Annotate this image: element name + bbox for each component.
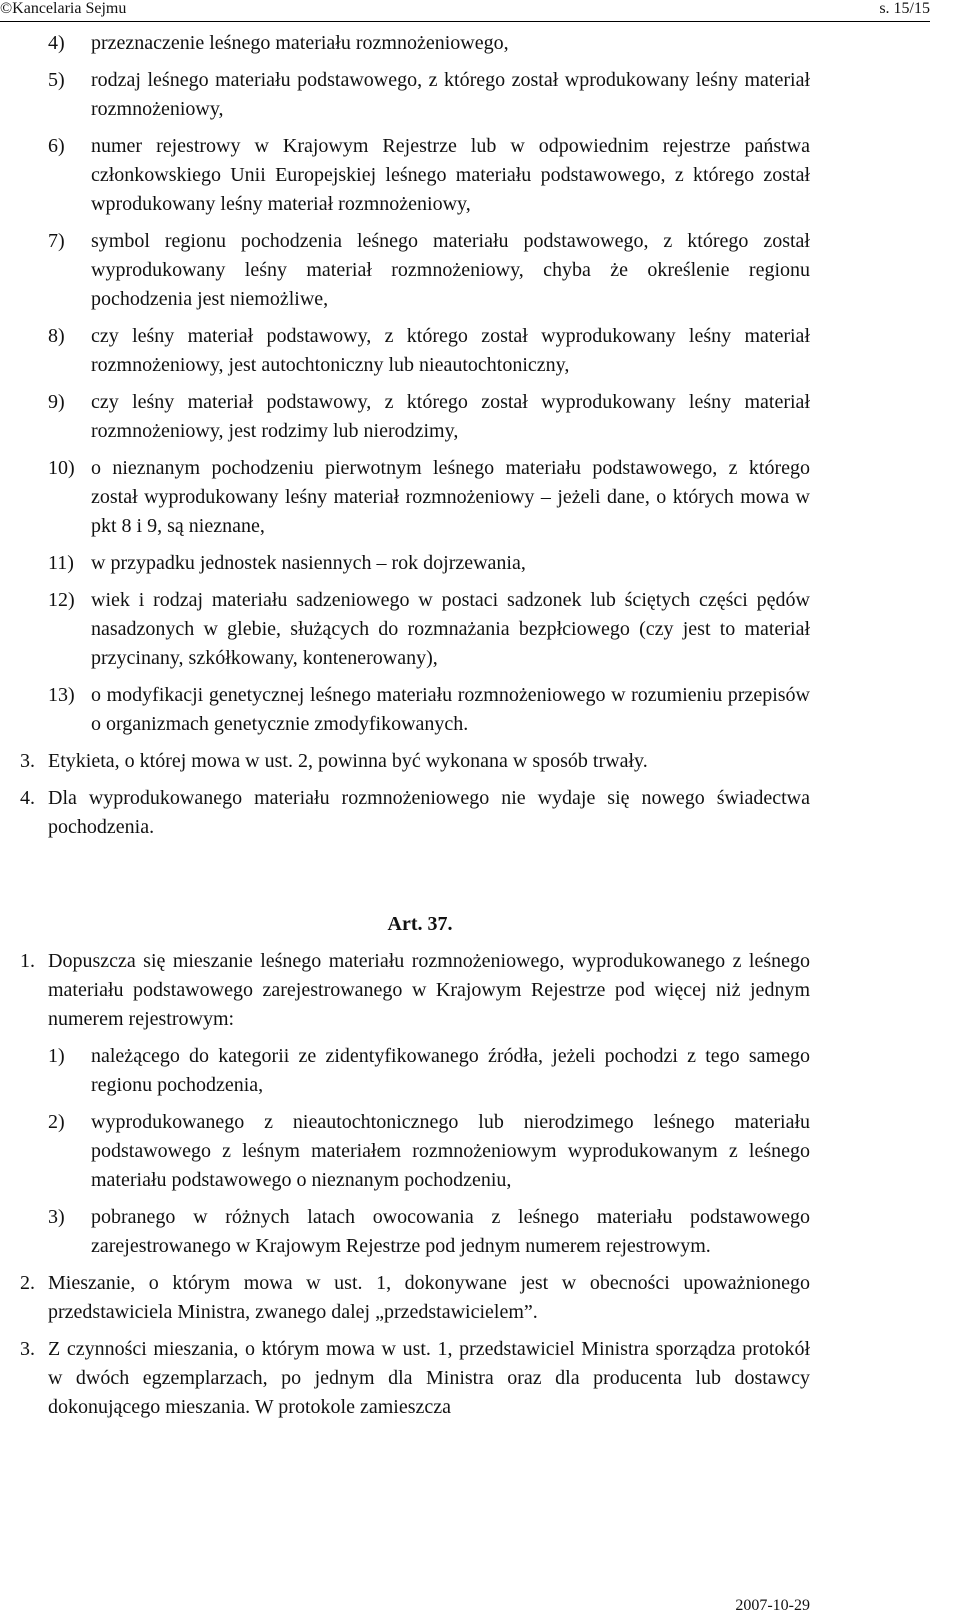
paragraph-text: Z czynności mieszania, o którym mowa w ust. 1, przedstawiciel Ministra sporządza protokół w dwóch egzemplarzach, po jednym dla Ministra oraz dla producenta lub dostawcy dokonującego mieszania. W protokole zamieszcza [48, 1338, 810, 1418]
list-item [48, 227, 810, 314]
item-text: czy leśny materiał podstawowy, z którego został wyprodukowany leśny materiał rozmnożeniowy, jest rodzimy lub nierodzimy, [91, 391, 810, 442]
item-text: przeznaczenie leśnego materiału rozmnożeniowego, [91, 32, 509, 54]
paragraph-number: 2. [20, 1272, 35, 1294]
item-number: 4) [48, 32, 65, 54]
paragraph-text: Mieszanie, o którym mowa w ust. 1, dokonywane jest w obecności upoważnionego przedstawiciela Ministra, zwanego dalej „przedstawicielem”. [48, 1272, 810, 1323]
item-text: rodzaj leśnego materiału podstawowego, z którego został wprodukowany leśny materiał rozmnożeniowy, [91, 69, 810, 120]
item-number: 8) [48, 325, 65, 347]
list-item [48, 549, 810, 578]
item-number: 5) [48, 69, 65, 91]
item-number: 2) [48, 1111, 65, 1133]
item-text: w przypadku jednostek nasiennych – rok dojrzewania, [91, 552, 526, 574]
list-item [48, 132, 810, 219]
list-item [48, 1042, 810, 1100]
list-item [48, 388, 810, 446]
paragraph-text: Etykieta, o której mowa w ust. 2, powinna być wykonana w sposób trwały. [48, 750, 648, 772]
item-text: wiek i rodzaj materiału sadzeniowego w postaci sadzonek lub ściętych części pędów nasadzonych w glebie, służących do rozmnażania bezpłciowego (czy jest to materiał przycinany, szkółkowany, kontenerowany), [91, 589, 810, 669]
document-body [0, 29, 930, 1422]
item-text: należącego do kategorii ze zidentyfikowanego źródła, jeżeli pochodzi z tego samego regionu pochodzenia, [91, 1045, 810, 1096]
paragraph [20, 784, 810, 842]
list-item [48, 454, 810, 541]
list-item [48, 1203, 810, 1261]
paragraph [20, 1335, 810, 1422]
paragraph [20, 1269, 810, 1327]
item-number: 13) [48, 684, 75, 706]
list-item [48, 681, 810, 739]
item-number: 3) [48, 1206, 65, 1228]
article-title: Art. 37. [387, 913, 453, 935]
item-text: wyprodukowanego z nieautochtonicznego lub nierodzimego leśnego materiału podstawowego z leśnym materiałem rozmnożeniowym wyprodukowanym z leśnego materiału podstawowego o nieznanym pochodzeniu, [91, 1111, 810, 1191]
paragraph-text: Dopuszcza się mieszanie leśnego materiału rozmnożeniowego, wyprodukowanego z leśnego materiału podstawowego zarejestrowanego w Krajowym Rejestrze pod więcej niż jednym numerem rejestrowym: [48, 950, 810, 1030]
list-item [48, 66, 810, 124]
paragraph-number: 1. [20, 950, 35, 972]
list-item [48, 322, 810, 380]
item-text: symbol regionu pochodzenia leśnego materiału podstawowego, z którego został wyprodukowany leśny materiał rozmnożeniowy, chyba że określenie regionu pochodzenia jest niemożliwe, [91, 230, 810, 310]
item-number: 6) [48, 135, 65, 157]
item-number: 7) [48, 230, 65, 252]
item-number: 11) [48, 552, 74, 574]
item-text: czy leśny materiał podstawowy, z którego został wyprodukowany leśny materiał rozmnożeniowy, jest autochtoniczny lub nieautochtoniczny, [91, 325, 810, 376]
item-number: 10) [48, 457, 75, 479]
item-text: numer rejestrowy w Krajowym Rejestrze lub w odpowiednim rejestrze państwa członkowskiego Unii Europejskiej leśnego materiału podstawowego, z którego został wprodukowany leśny materiał rozmnożeniowy, [91, 135, 810, 215]
paragraph-number: 3. [20, 1338, 35, 1360]
list-item [48, 1108, 810, 1195]
item-text: pobranego w różnych latach owocowania z leśnego materiału podstawowego zarejestrowanego w Krajowym Rejestrze pod jednym numerem rejestrowym. [91, 1206, 810, 1257]
header-source: ©Kancelaria Sejmu [0, 0, 127, 17]
list-item [48, 586, 810, 673]
paragraph-number: 4. [20, 787, 35, 809]
page-header [0, 0, 930, 22]
header-page-number: s. 15/15 [879, 0, 930, 17]
item-text: o modyfikacji genetycznej leśnego materiału rozmnożeniowego w rozumieniu przepisów o organizmach genetycznie zmodyfikowanych. [91, 684, 810, 735]
item-number: 1) [48, 1045, 65, 1067]
item-number: 9) [48, 391, 65, 413]
paragraph [20, 747, 810, 776]
item-text: o nieznanym pochodzeniu pierwotnym leśnego materiału podstawowego, z którego został wyprodukowany leśny materiał rozmnożeniowy – jeżeli dane, o których mowa w pkt 8 i 9, są nieznane, [91, 457, 810, 537]
item-number: 12) [48, 589, 75, 611]
paragraph [20, 947, 810, 1034]
list-item [48, 29, 810, 58]
page-footer-date: 2007-10-29 [735, 1597, 810, 1614]
paragraph-text: Dla wyprodukowanego materiału rozmnożeniowego nie wydaje się nowego świadectwa pochodzenia. [48, 787, 810, 838]
paragraph-number: 3. [20, 750, 35, 772]
